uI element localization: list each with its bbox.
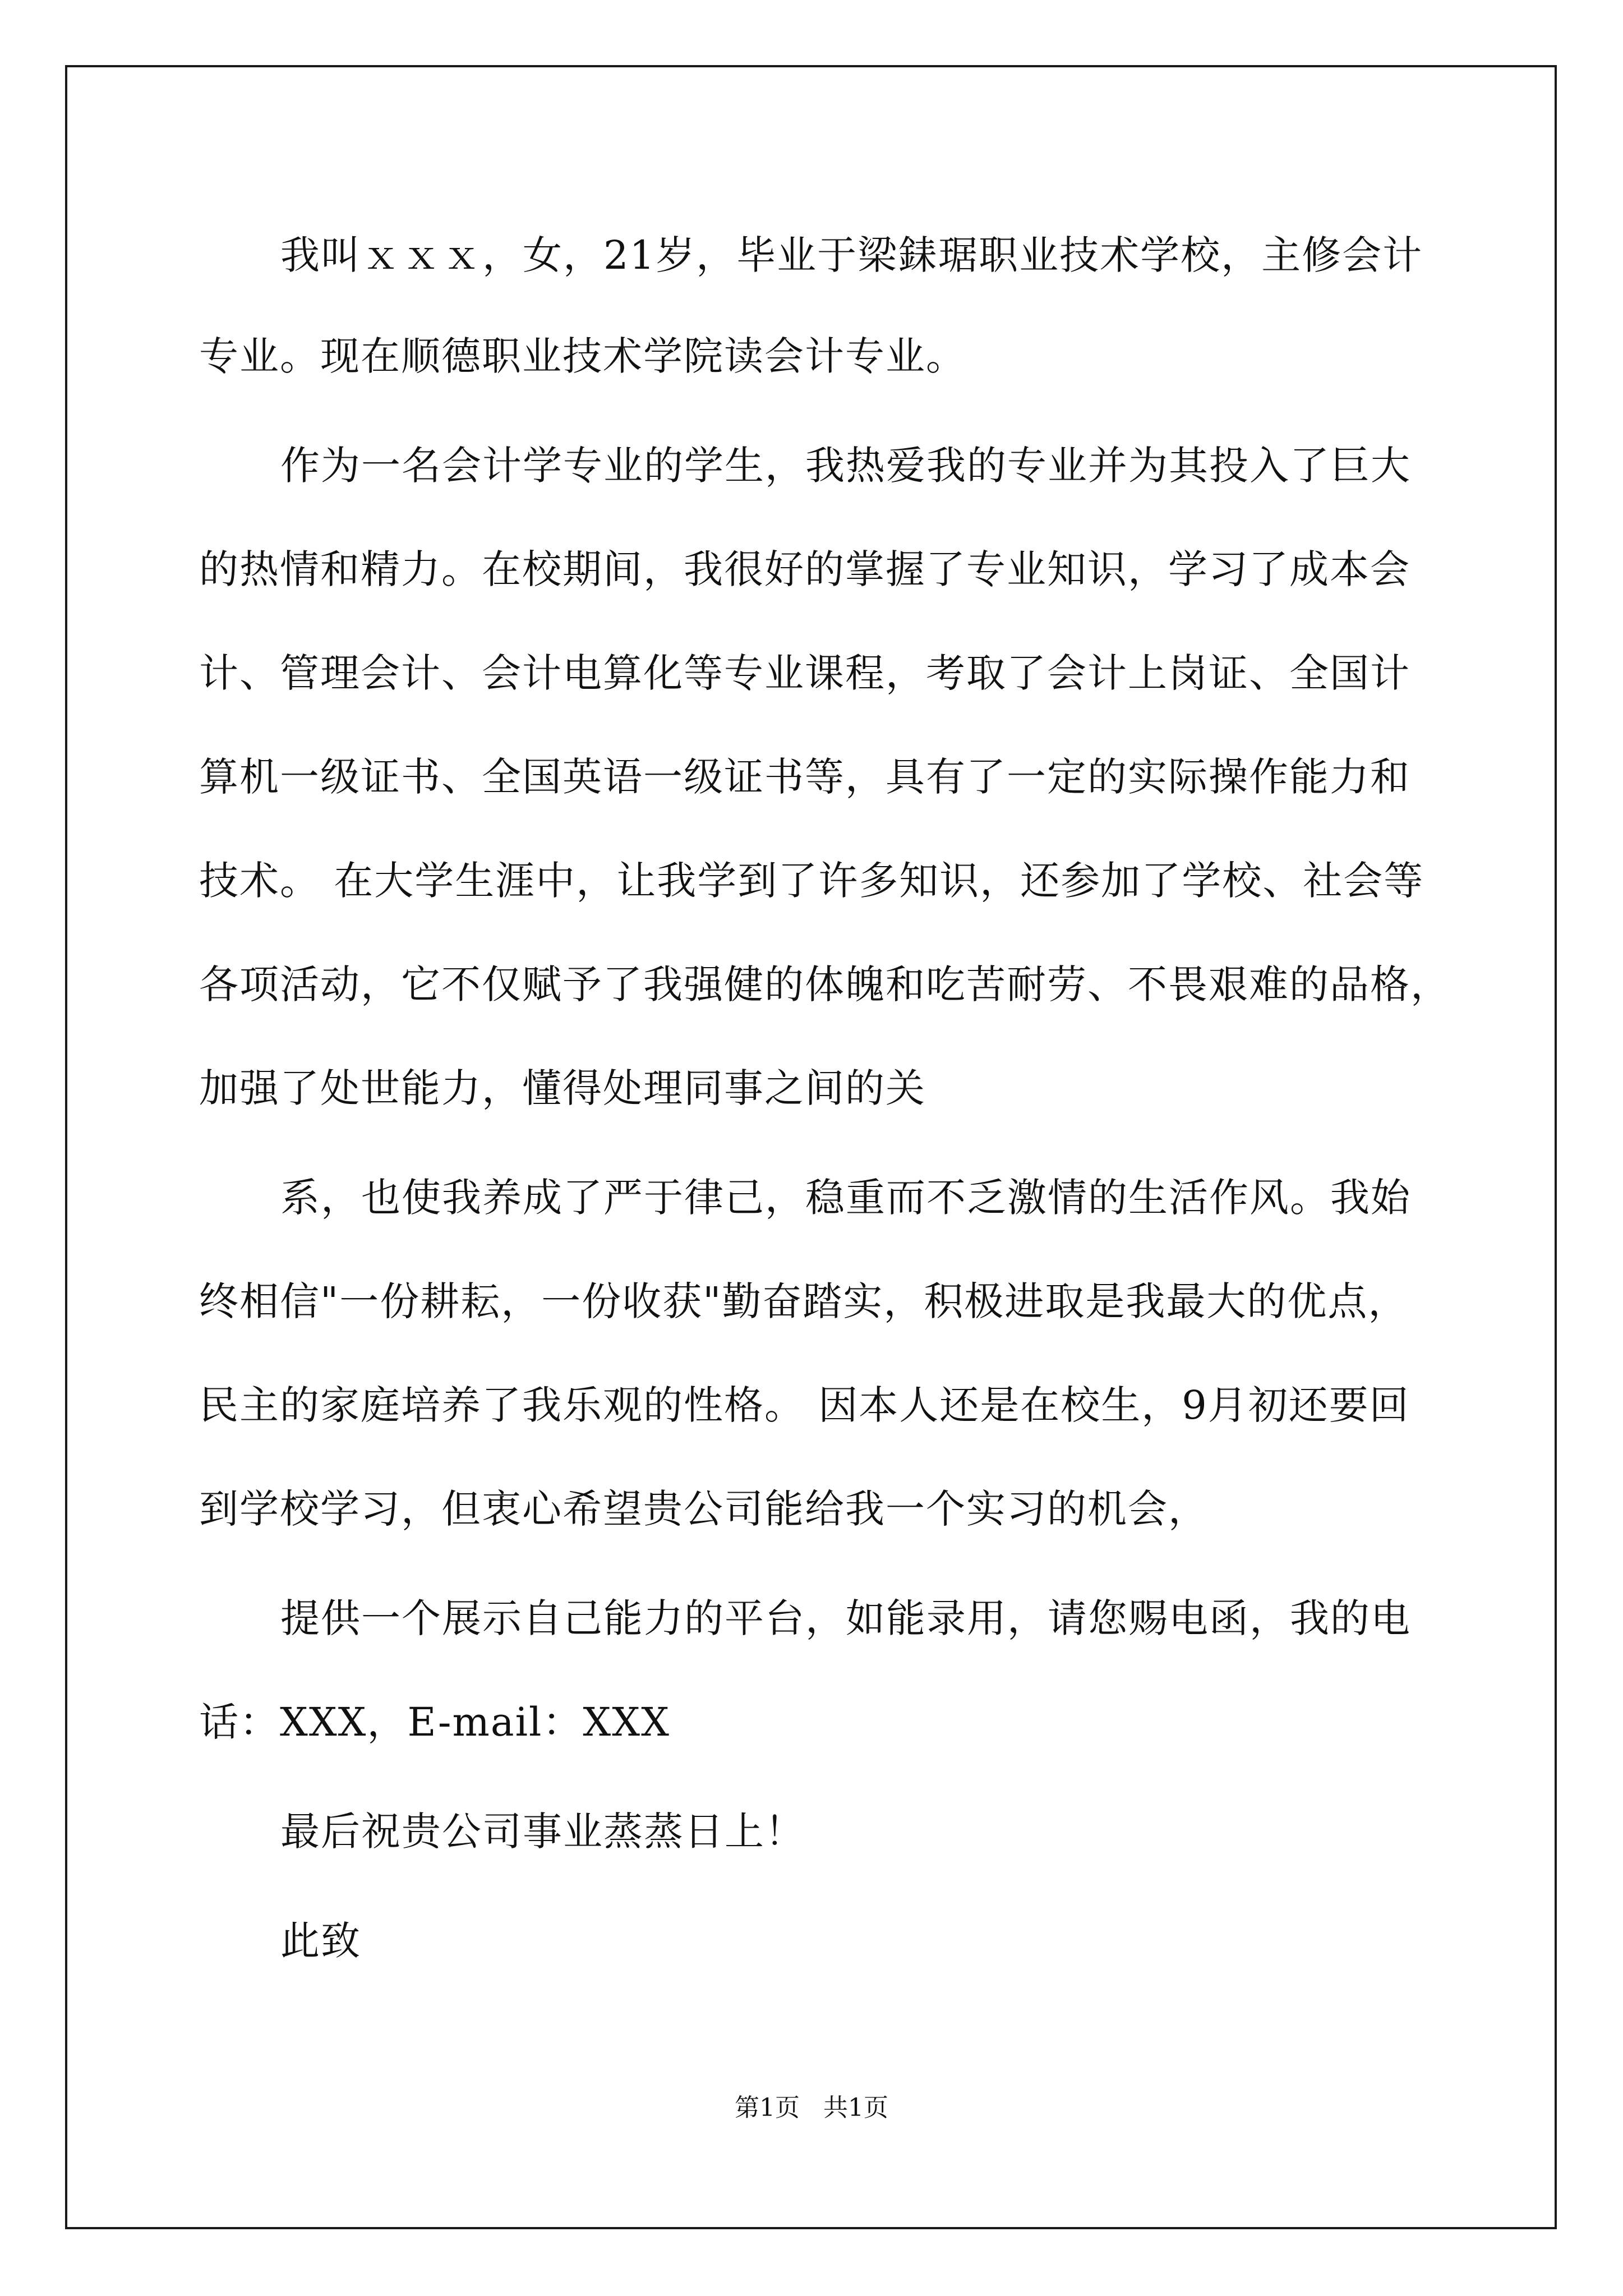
paragraph-line: 话：XXX，E-mail：XXX bbox=[199, 1699, 670, 1745]
paragraph-line: 各项活动，它不仅赋予了我强健的体魄和吃苦耐劳、不畏艰难的品格， bbox=[199, 961, 1451, 1007]
paragraph-line: 作为一名会计学专业的学生，我热爱我的专业并为其投入了巨大 bbox=[280, 443, 1411, 489]
page-number: 第1页 共1页 bbox=[735, 2093, 888, 2122]
paragraph-line: 民主的家庭培养了我乐观的性格。 因本人还是在校生，9月初还要回 bbox=[199, 1382, 1410, 1428]
paragraph-line: 到学校学习，但衷心希望贵公司能给我一个实习的机会， bbox=[199, 1486, 1209, 1532]
page-border bbox=[65, 65, 1557, 2229]
paragraph-line: 此致 bbox=[280, 1918, 361, 1964]
paragraph-line: 计、管理会计、会计电算化等专业课程，考取了会计上岗证、全国计 bbox=[199, 650, 1410, 696]
paragraph-line: 专业。现在顺德职业技术学院读会计专业。 bbox=[199, 333, 966, 379]
paragraph-line: 提供一个展示自己能力的平台，如能录用，请您赐电函，我的电 bbox=[280, 1595, 1411, 1641]
paragraph-line: 最后祝贵公司事业蒸蒸日上！ bbox=[280, 1809, 805, 1855]
paragraph-line: 算机一级证书、全国英语一级证书等，具有了一定的实际操作能力和 bbox=[199, 754, 1410, 800]
paragraph-line: 系，也使我养成了严于律己，稳重而不乏激情的生活作风。我始 bbox=[280, 1175, 1411, 1221]
paragraph-line: 加强了处世能力，懂得处理同事之间的关 bbox=[199, 1065, 926, 1111]
paragraph-line: 终相信"一份耕耘，一份收获"勤奋踏实，积极进取是我最大的优点， bbox=[199, 1278, 1409, 1324]
paragraph-line: 的热情和精力。在校期间，我很好的掌握了专业知识，学习了成本会 bbox=[199, 546, 1410, 592]
paragraph-line: 我叫ｘｘｘ，女，21岁，毕业于梁銇琚职业技术学校，主修会计 bbox=[280, 232, 1423, 278]
paragraph-line: 技术。 在大学生涯中，让我学到了许多知识，还参加了学校、社会等 bbox=[199, 858, 1424, 904]
